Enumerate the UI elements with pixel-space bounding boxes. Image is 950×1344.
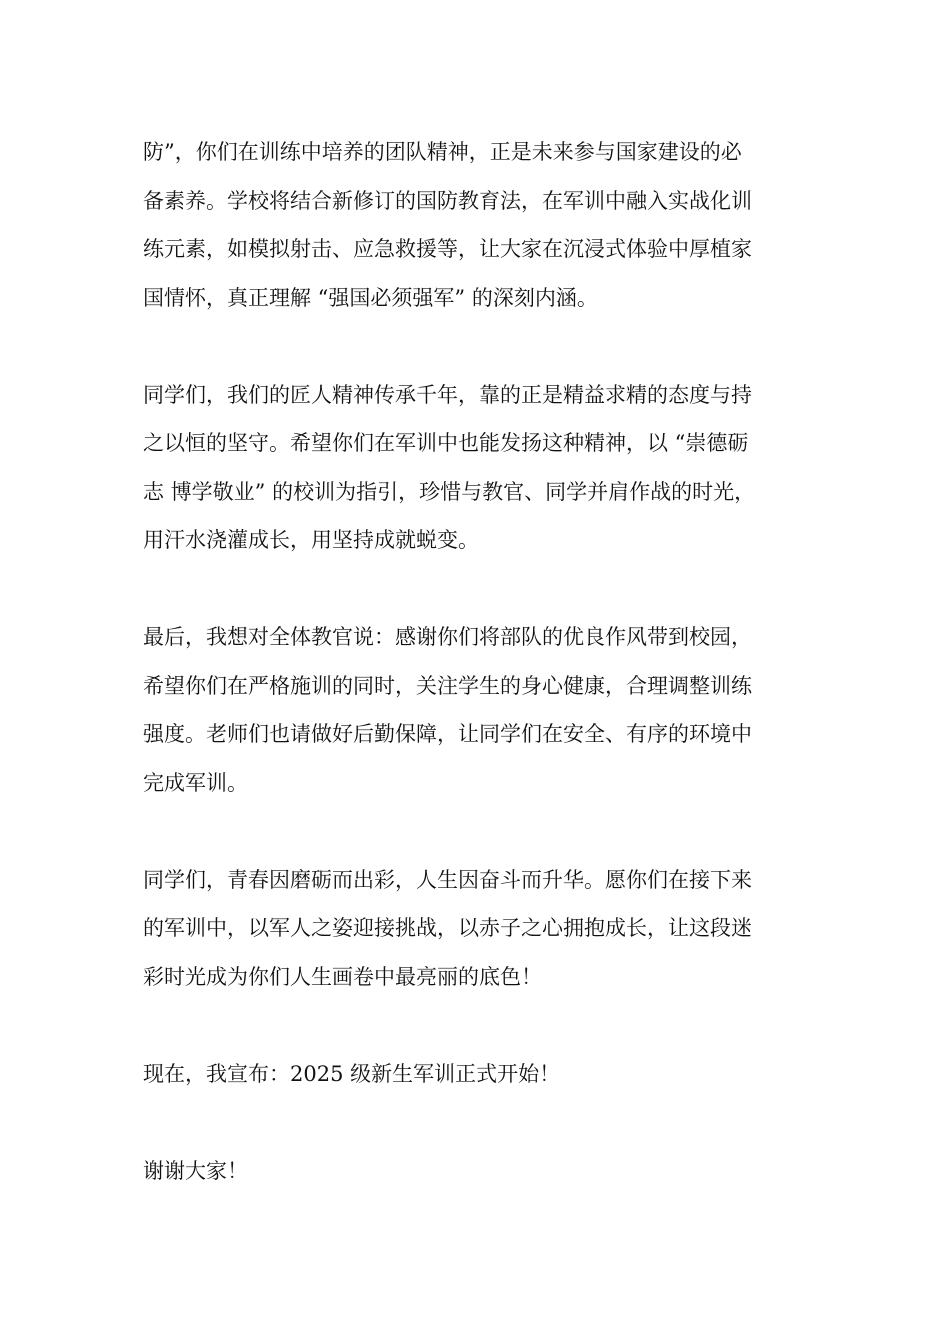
paragraph-spacing	[143, 322, 811, 371]
text-line: 最后，我想对全体教官说：感谢你们将部队的优良作风带到校园，	[143, 625, 752, 649]
text-line: 志 博学敬业” 的校训为指引，珍惜与教官、同学并肩作战的时光，	[143, 479, 756, 504]
paragraph-spacing	[143, 1098, 811, 1147]
paragraph-spacing	[143, 1001, 811, 1050]
paragraph-spacing	[143, 807, 811, 856]
paragraph	[143, 128, 811, 322]
text-line: 的军训中，以军人之姿迎接挑战，以赤子之心拥抱成长，让这段迷	[143, 916, 752, 940]
paragraph	[143, 856, 811, 1002]
text-line: 现在，我宣布：2025 级新生军训正式开始！	[143, 1061, 561, 1086]
document-body	[143, 128, 811, 1195]
text-line: 练元素，如模拟射击、应急救援等，让大家在沉浸式体验中厚植家	[143, 237, 752, 261]
text-line: 完成军训。	[143, 770, 248, 795]
text-line: 同学们，青春因磨砺而出彩，人生因奋斗而升华。愿你们在接下来	[143, 867, 752, 892]
text-line: 防”，你们在训练中培养的团队精神，正是未来参与国家建设的必	[143, 140, 742, 164]
text-line: 希望你们在严格施训的同时，关注学生的身心健康，合理调整训练	[143, 673, 752, 698]
text-line: 备素养。学校将结合新修订的国防教育法，在军训中融入实战化训	[143, 188, 752, 213]
paragraph	[143, 613, 811, 807]
text-line: 同学们，我们的匠人精神传承千年，靠的正是精益求精的态度与持	[143, 382, 752, 407]
text-line: 彩时光成为你们人生画卷中最亮丽的底色！	[143, 964, 542, 989]
text-line: 谢谢大家！	[143, 1158, 248, 1183]
text-line: 强度。老师们也请做好后勤保障，让同学们在安全、有序的环境中	[143, 722, 752, 746]
paragraph	[143, 1050, 811, 1099]
text-line: 国情怀，真正理解 “强国必须强军” 的深刻内涵。	[143, 285, 598, 310]
paragraph-spacing	[143, 565, 811, 614]
paragraph	[143, 371, 811, 565]
text-line: 之以恒的坚守。希望你们在军训中也能发扬这种精神，以 “崇德砺	[143, 431, 749, 455]
text-line: 用汗水浇灌成长，用坚持成就蜕变。	[143, 528, 479, 552]
paragraph	[143, 1147, 811, 1196]
